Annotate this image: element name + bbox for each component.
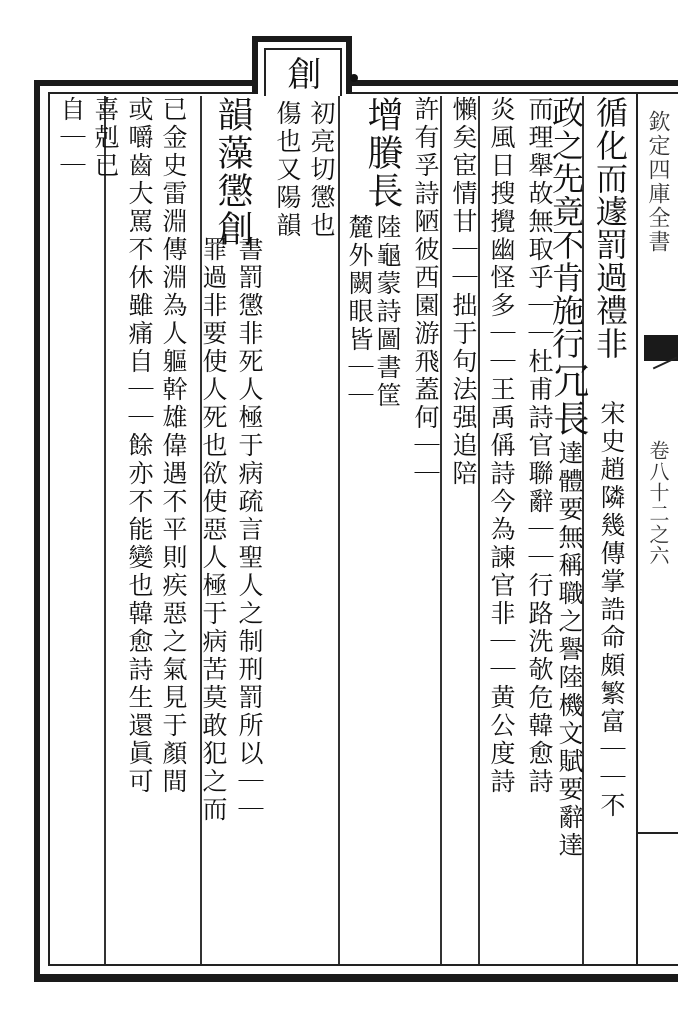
column-note-text: 而理舉故無取乎｜｜杜甫詩官聯辭｜｜行路洗欹危韓愈詩 [525, 96, 554, 796]
column-note-text: 書罰懲非死人極于病疏言聖人之制刑罰所以｜｜ [235, 236, 264, 824]
text-column-11 [212, 96, 252, 248]
text-column-7 [362, 96, 402, 210]
text-column-10 [272, 100, 302, 240]
margin-volume: 卷八十二之六 [646, 440, 670, 566]
column-note-text: 炎風日搜攪幽怪多｜｜王禹偁詩今為諫官非｜｜黄公度詩 [487, 96, 516, 796]
column-note-text: 達體要無稱職之譽陸機文賦要辭達 [555, 440, 584, 860]
column-rule [440, 96, 442, 964]
column-rule [104, 96, 106, 964]
column-note-text: 懶矣宦情甘｜｜拙于句法强追陪 [449, 96, 478, 488]
text-column-5 [448, 96, 478, 488]
text-column-15 [90, 96, 120, 180]
text-column-8 [344, 214, 374, 410]
column-note-text: 喜剋已 [91, 96, 120, 180]
text-column-11-note [234, 236, 264, 824]
entry-heading: 增賸長 [362, 96, 403, 210]
text-column-9 [306, 100, 336, 240]
column-note-text: 宋史趙隣幾傳掌誥命頗繁富｜｜不 [597, 400, 626, 820]
text-column-1-note [596, 400, 626, 820]
column-rule [338, 96, 340, 964]
column-note-text: 自｜｜ [57, 96, 86, 180]
text-column-16 [56, 96, 86, 180]
column-note-text: 或嚼齒大罵不休雖痛自｜｜餘亦不能變也韓愈詩生還眞可 [125, 96, 154, 796]
tab-dot [350, 74, 358, 82]
column-note-text: 初亮切懲也 [307, 100, 336, 240]
entry-heading: 冗長 [548, 362, 589, 438]
text-column-2 [548, 96, 588, 438]
column-note-text: 陸龜蒙詩圖書筐 [373, 214, 402, 410]
margin-book-title: 欽定四庫全書 [645, 110, 670, 254]
text-column-12 [198, 236, 228, 824]
column-main-text: 循化而遽罰過禮非 [591, 96, 629, 360]
gutter-tick [636, 832, 678, 834]
text-column-4 [486, 96, 516, 796]
column-note-text: 罪過非要使人死也欲使惡人極于病苦莫敢犯之而 [199, 236, 228, 824]
entry-heading: 韻藻懲創 [212, 96, 253, 248]
column-note-text: 許有孚詩陋彼西園游飛蓋何｜｜ [411, 96, 440, 488]
tab-label: 創 [281, 56, 321, 90]
text-column-2-note [554, 440, 584, 860]
text-column-14 [124, 96, 154, 796]
column-note-text: 已金史雷淵傳淵為人軀幹雄偉遇不平則疾惡之氣見于顏間 [159, 96, 188, 796]
column-rule [478, 96, 480, 964]
text-column-7-note [372, 214, 402, 410]
text-column-13 [158, 96, 188, 796]
column-note-text: 麓外闕眼皆｜｜ [345, 214, 374, 410]
text-column-3 [524, 96, 554, 796]
text-column-6 [410, 96, 440, 488]
text-column-1 [592, 96, 628, 360]
column-main-text: 政之先竟不肯施行 [547, 96, 585, 360]
column-note-text: 傷也又陽韻 [273, 100, 302, 240]
